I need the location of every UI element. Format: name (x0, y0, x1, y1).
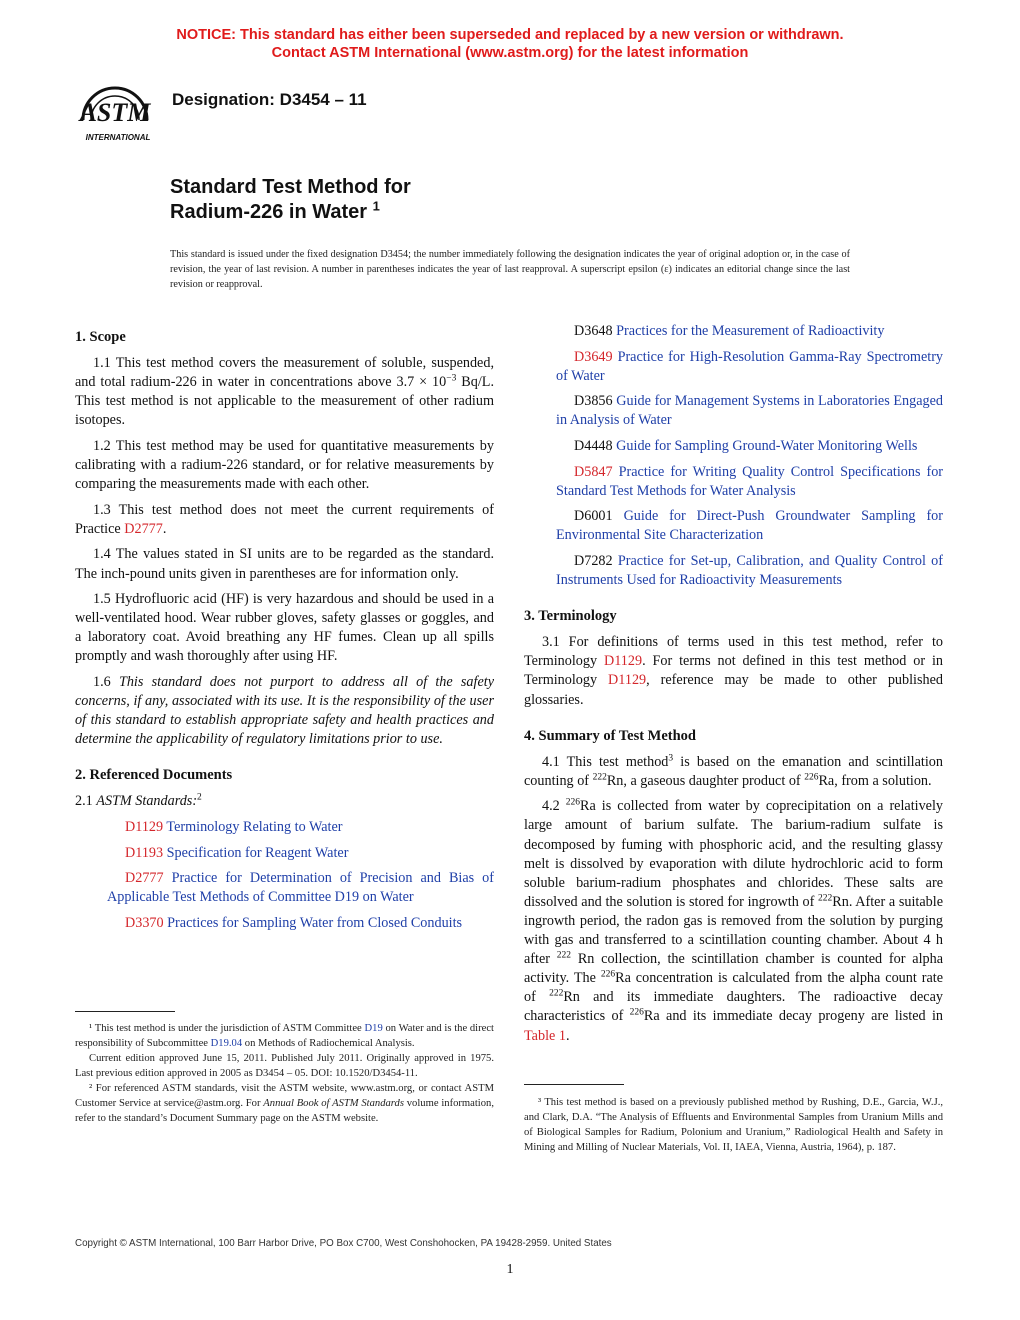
logo-subtitle: INTERNATIONAL (85, 133, 151, 142)
footnotes-left (75, 1021, 494, 1126)
title-line-1: Standard Test Method for (170, 176, 411, 198)
reference-code-link: D4448 (574, 437, 613, 454)
footnote-rule-left (75, 1011, 175, 1012)
footnote-rule-right (524, 1084, 624, 1085)
right-reference-list (524, 322, 943, 590)
reference-code-link[interactable]: D2777 (125, 870, 164, 887)
reference-title-link[interactable]: Practice for High-Resolution Gamma-Ray Spectrometry of Water (556, 348, 944, 384)
notice-line-2: Contact ASTM International (www.astm.org) for the latest information (271, 45, 749, 61)
section-1-heading: 1. Scope (75, 329, 126, 345)
para-1-2: 1.2 This test method may be used for quantitative measurements by calibrating with a radium-226 standard, or for relative measurements by comparing the measurements made with each other. (75, 437, 494, 493)
link-d19-04[interactable]: D19.04 (210, 1038, 243, 1049)
reference-code-link: D3648 (574, 323, 613, 339)
reference-title-link[interactable]: Terminology Relating to Water (166, 819, 343, 836)
logo-wordmark: ASTM (79, 98, 151, 127)
reference-item (75, 818, 494, 837)
title-line-2 (170, 200, 411, 225)
left-column (75, 322, 494, 940)
reference-code-link: D7282 (574, 552, 613, 569)
copyright: Copyright © ASTM International, 100 Barr Harbor Drive, PO Box C700, West Conshohocken, PA 19428-2959. United States (75, 1238, 612, 1249)
para-4-2: 4.2 $^{226}$Ra is collected from water by coprecipitation on a relatively large amount of barium sulfate. The barium-radium sulfate is decomposed by fuming with phosphoric acid, and the resulting glassy melt is dissolved by evaporation with dilute hydrochloric acid to form soluble barium-radium phosphates and chlorides. These salts are dissolved and the solution is stored for ingrowth of $^{222}$Rn. After a suitable ingrowth period, the radon gas is removed from the solution by purging with gas and transferred to a scintillation counting chamber. About 4 h after $^{222}$ Rn collection, the scintillation chamber is counted for alpha activity. The $^{226}$Ra concentration is calculated from the alpha count rate of $^{222}$Rn and its immediate daughters. The radioactive decay characteristics of $^{226}$Ra and its immediate decay progeny are listed in Table 1. (524, 797, 944, 1044)
reference-code-link[interactable]: D5847 (574, 463, 613, 480)
reference-item (524, 552, 943, 590)
section-2-heading: 2. Referenced Documents (75, 767, 233, 784)
left-reference-list (75, 818, 494, 933)
para-4-1: 4.1 This test method$^3$ is based on the emanation and scintillation counting of $^{222}$Rn, a gaseous daughter product of $^{226}$Ra, from a solution. (524, 752, 943, 789)
footnote-1-edition: Current edition approved June 15, 2011. Published July 2011. Originally approved in 1975. Last previous edition approved in 2005 as D3454 – 05. DOI: 10.1520/D3454-11. (75, 1053, 494, 1079)
astm-logo (73, 74, 163, 144)
para-1-1: 1.1 This test method covers the measurement of soluble, suspended, and total radium-226 in water in concentrations above $3.7 \times 10^{-3}$ Bq/L. This test method is not applicable to the measurement of other radium isotopes. (75, 355, 494, 429)
issuance-note: This standard is issued under the fixed designation D3454; the number immediately following the designation indicates the year of original adoption or, in the case of revision, the year of last revision. A number in parentheses indicates the year of last reapproval. A superscript epsilon (ε) indicates an editorial change since the last revision or reapproval. (170, 249, 850, 290)
para-1-6: 1.6 This standard does not purport to address all of the safety concerns, if any, associated with its use. It is the responsibility of the user of this standard to establish appropriate safety and health practices and determine the applicability of regulatory limitations prior to use. (75, 674, 494, 748)
footnotes-right (524, 1095, 943, 1155)
reference-item (524, 437, 943, 456)
reference-item (524, 348, 943, 386)
reference-item (524, 463, 943, 501)
link-d1129-b[interactable]: D1129 (608, 672, 647, 689)
reference-title-link[interactable]: Specification for Reagent Water (166, 844, 349, 861)
para-1-3: 1.3 This test method does not meet the current requirements of Practice D2777. (75, 501, 494, 537)
link-table-1[interactable]: Table 1 (524, 1027, 566, 1044)
footnote-3: ³ This test method is based on a previously published method by Rushing, D.E., Garcia, W.J., and Clark, D.A. “The Analysis of Effluents and Environmental Samples from Uranium Mills and of Biological Samples for Radium, Polonium and Uranium,” Radiological Health and Safety in Mining and Milling of Nuclear Materials, Vol. II, IAEA, Vienna, Austria, 1964), p. 187. (524, 1097, 943, 1153)
reference-code-link: D6001 (574, 508, 613, 525)
reference-title-link[interactable]: Practice for Writing Quality Control Specifications for Standard Test Methods for Water Analysis (556, 463, 944, 499)
reference-item (75, 844, 494, 863)
reference-title-link[interactable]: Practice for Determination of Precision and Bias of Applicable Test Methods of Committee D19 on Water (107, 870, 495, 906)
reference-title-link[interactable]: Guide for Management Systems in Laboratories Engaged in Analysis of Water (556, 393, 943, 429)
para-1-4: 1.4 The values stated in SI units are to be regarded as the standard. The inch-pound units given in parentheses are for information only. (75, 546, 494, 582)
reference-code-link[interactable]: D3649 (574, 348, 613, 365)
reference-item (75, 869, 494, 907)
reference-title-link[interactable]: Guide for Direct-Push Groundwater Sampling for Environmental Site Characterization (556, 508, 943, 544)
section-3-heading: 3. Terminology (524, 608, 617, 625)
link-d19[interactable]: D19 (364, 1023, 383, 1034)
page-number: 1 (506, 1262, 514, 1277)
reference-code-link: D3856 (574, 393, 613, 410)
reference-item (75, 914, 494, 933)
reference-title-link[interactable]: Practice for Set-up, Calibration, and Quality Control of Instruments Used for Radioactivity Measurements (556, 552, 944, 589)
link-d2777[interactable]: D2777 (124, 520, 163, 537)
reference-title-link[interactable]: Practices for Sampling Water from Closed Conduits (167, 914, 463, 931)
reference-title-link[interactable]: Practices for the Measurement of Radioactivity (616, 323, 885, 339)
para-1-5: 1.5 Hydrofluoric acid (HF) is very hazardous and should be used in a well-ventilated hood. Wear rubber gloves, safety glasses or goggles, and a laboratory coat. Avoid breathing any HF fumes. Clean up all spills promptly and wash thoroughly after using HF. (75, 591, 494, 665)
title-line-2-text: Radium-226 in Water (170, 201, 368, 223)
reference-code-link[interactable]: D1193 (125, 844, 164, 861)
right-column (524, 322, 943, 1052)
reference-title-link[interactable]: Guide for Sampling Ground-Water Monitoring Wells (616, 437, 918, 454)
withdrawal-notice (0, 26, 1020, 62)
astm-logo-icon (73, 74, 163, 144)
reference-code-link[interactable]: D1129 (125, 819, 164, 836)
notice-line-1: NOTICE: This standard has either been superseded and replaced by a new version or withdrawn. (176, 27, 844, 43)
section-4-heading: 4. Summary of Test Method (524, 727, 696, 744)
reference-item (524, 322, 943, 341)
document-title (170, 175, 411, 225)
footnote-1: ¹ This test method is under the jurisdiction of ASTM Committee D19 on Water and is the direct responsibility of Subcommittee D19.04 on Methods of Radiochemical Analysis. (75, 1023, 494, 1049)
reference-item (524, 507, 943, 545)
reference-item (524, 392, 943, 430)
link-d1129-a[interactable]: D1129 (603, 653, 643, 670)
footnote-2: ² For referenced ASTM standards, visit the ASTM website, www.astm.org, or contact ASTM Customer Service at service@astm.org. For Annual Book of ASTM Standards volume information, refer to the standard’s Document Summary page on the ASTM website. (75, 1083, 494, 1124)
designation: Designation: D3454 – 11 (172, 90, 367, 109)
reference-code-link[interactable]: D3370 (125, 914, 164, 931)
para-3-1: 3.1 For definitions of terms used in this test method, refer to Terminology D1129. For terms not defined in this test method or in Terminology D1129, reference may be made to other published glossaries. (524, 634, 943, 708)
title-footnote-mark: 1 (372, 198, 380, 214)
para-2-1: 2.1 ASTM Standards:$^2$ (75, 792, 202, 810)
